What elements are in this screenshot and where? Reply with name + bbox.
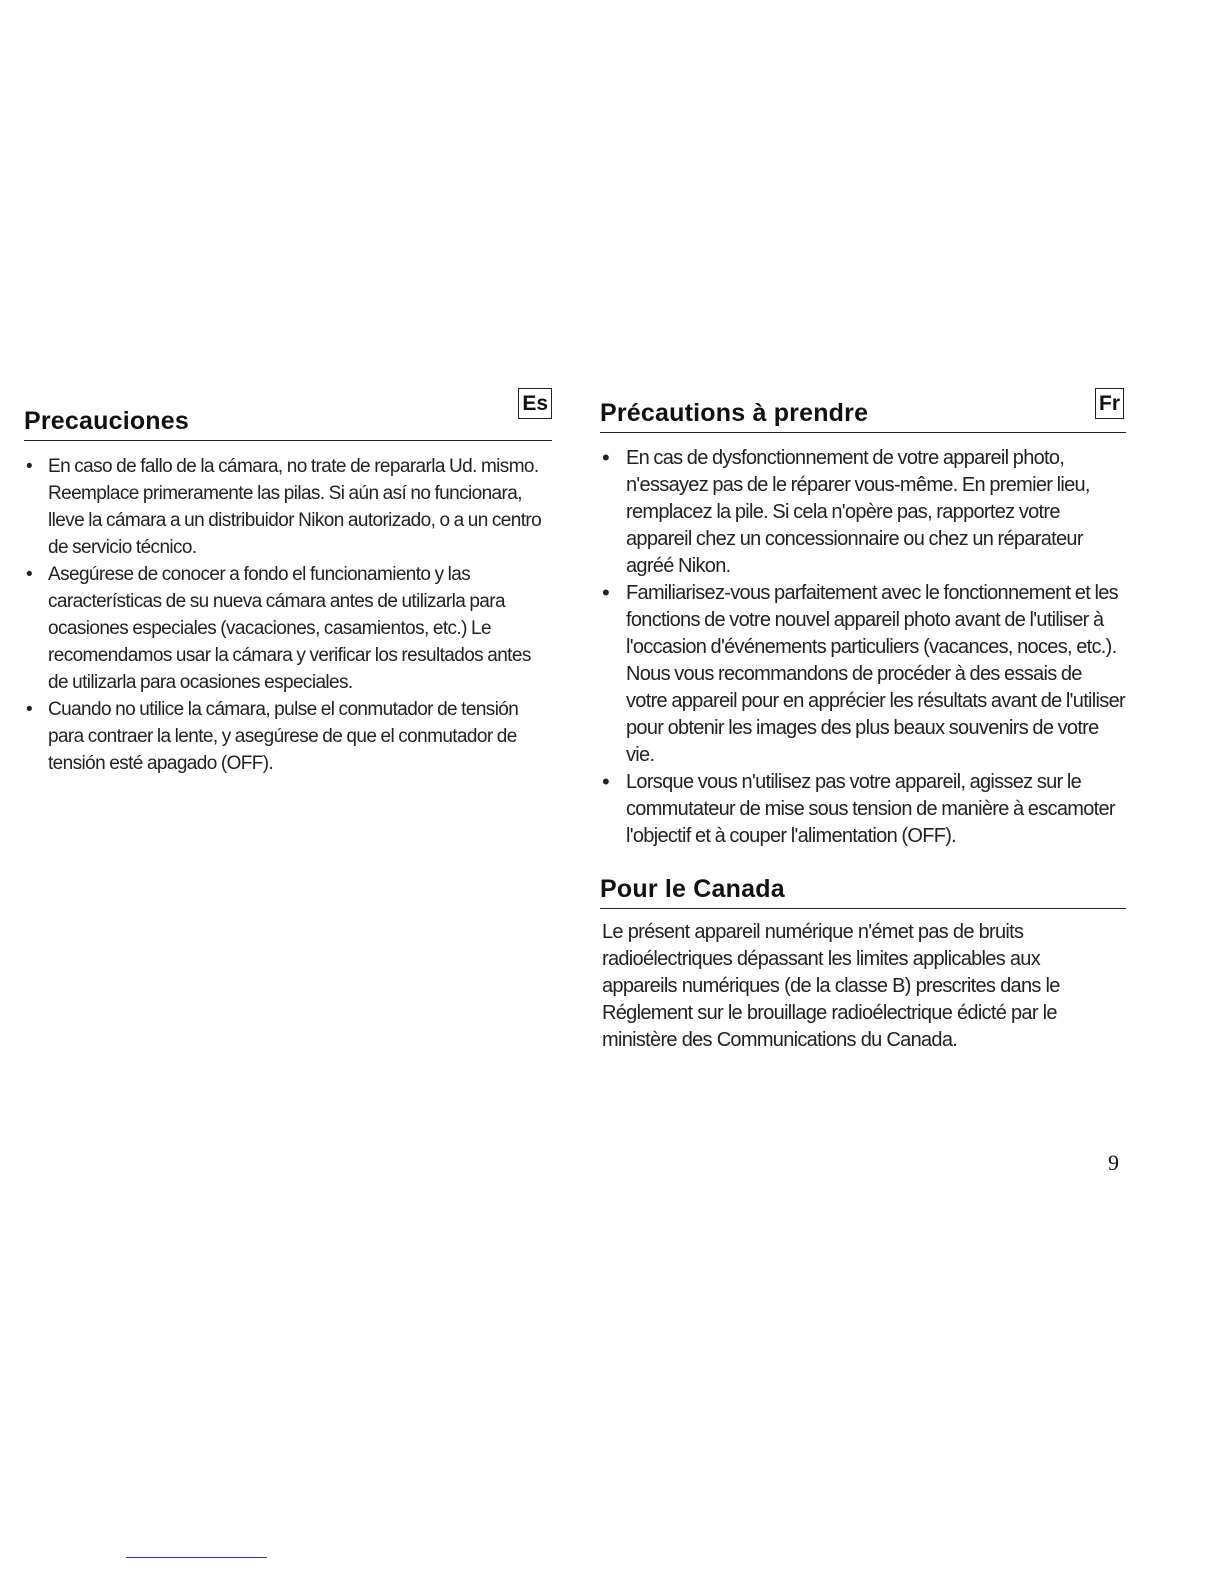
list-item-text: Lorsque vous n'utilisez pas votre appareil, agissez sur le commutateur de mise sous tension de manière à escamoter l'objectif et à couper l'alimentation (OFF). [626, 771, 1115, 847]
list-item [24, 453, 552, 561]
spanish-heading-row [24, 388, 552, 441]
list-item [24, 696, 552, 777]
list-item-text: Familiarisez-vous parfaitement avec le fonctionnement et les fonctions de votre nouvel appareil photo avant de l'utiliser à l'occasion d'événements particuliers (vacances, noces, etc.). Nous vous recommandons de procéder à des essais de votre appareil pour en apprécier les résultats avant de l'utiliser pour obtenir les images des plus beaux souvenirs de votre vie. [626, 582, 1125, 766]
french-heading-row [600, 388, 1126, 433]
bullet-icon: • [602, 445, 610, 470]
spanish-language-badge: Es [518, 388, 552, 419]
bullet-icon: • [26, 564, 33, 585]
footnote-divider [126, 1557, 267, 1558]
list-item-text: En cas de dysfonctionnement de votre appareil photo, n'essayez pas de le réparer vous-même. En premier lieu, remplacez la pile. Si cela n'opère pas, rapportez votre appareil chez un concessionnaire ou chez un réparateur agréé Nikon. [626, 447, 1090, 577]
list-item-text: Asegúrese de conocer a fondo el funcionamiento y las características de su nueva cámara antes de utilizarla para ocasiones especiales (vacaciones, casamientos, etc.) Le recomendamos usar la cámara y verificar los resultados antes de utilizarla para ocasiones especiales. [48, 564, 531, 693]
list-item [600, 769, 1126, 850]
spanish-section [24, 388, 552, 777]
bullet-icon: • [26, 456, 33, 477]
list-item-text: En caso de fallo de la cámara, no trate de repararla Ud. mismo. Reemplace primeramente las pilas. Si aún así no funcionara, lleve la cámara a un distribuidor Nikon autorizado, o a un centro de servicio técnico. [48, 456, 542, 558]
canada-section [600, 870, 1126, 1054]
canada-notice-text: Le présent appareil numérique n'émet pas de bruits radioélectriques dépassant les limites applicables aux appareils numériques (de la classe B) prescrites dans le Réglement sur le brouillage radioélectrique édicté par le ministère des Communications du Canada. [602, 921, 1060, 1051]
french-precautions-list [600, 445, 1126, 850]
page-number: 9 [1108, 1150, 1119, 1175]
bullet-icon: • [602, 580, 610, 605]
spanish-precautions-list [24, 453, 552, 777]
french-language-badge: Fr [1095, 388, 1124, 419]
canada-heading-row [600, 870, 1126, 909]
bullet-icon: • [26, 699, 33, 720]
list-item [600, 580, 1126, 769]
spanish-section-title: Precauciones [24, 407, 189, 435]
french-section [600, 388, 1126, 1054]
french-section-title: Précautions à prendre [600, 399, 869, 427]
list-item-text: Cuando no utilice la cámara, pulse el conmutador de tensión para contraer la lente, y asegúrese de que el conmutador de tensión esté apagado (OFF). [48, 699, 519, 774]
list-item [24, 561, 552, 696]
canada-section-title: Pour le Canada [600, 875, 785, 903]
bullet-icon: • [602, 769, 610, 794]
list-item [600, 445, 1126, 580]
